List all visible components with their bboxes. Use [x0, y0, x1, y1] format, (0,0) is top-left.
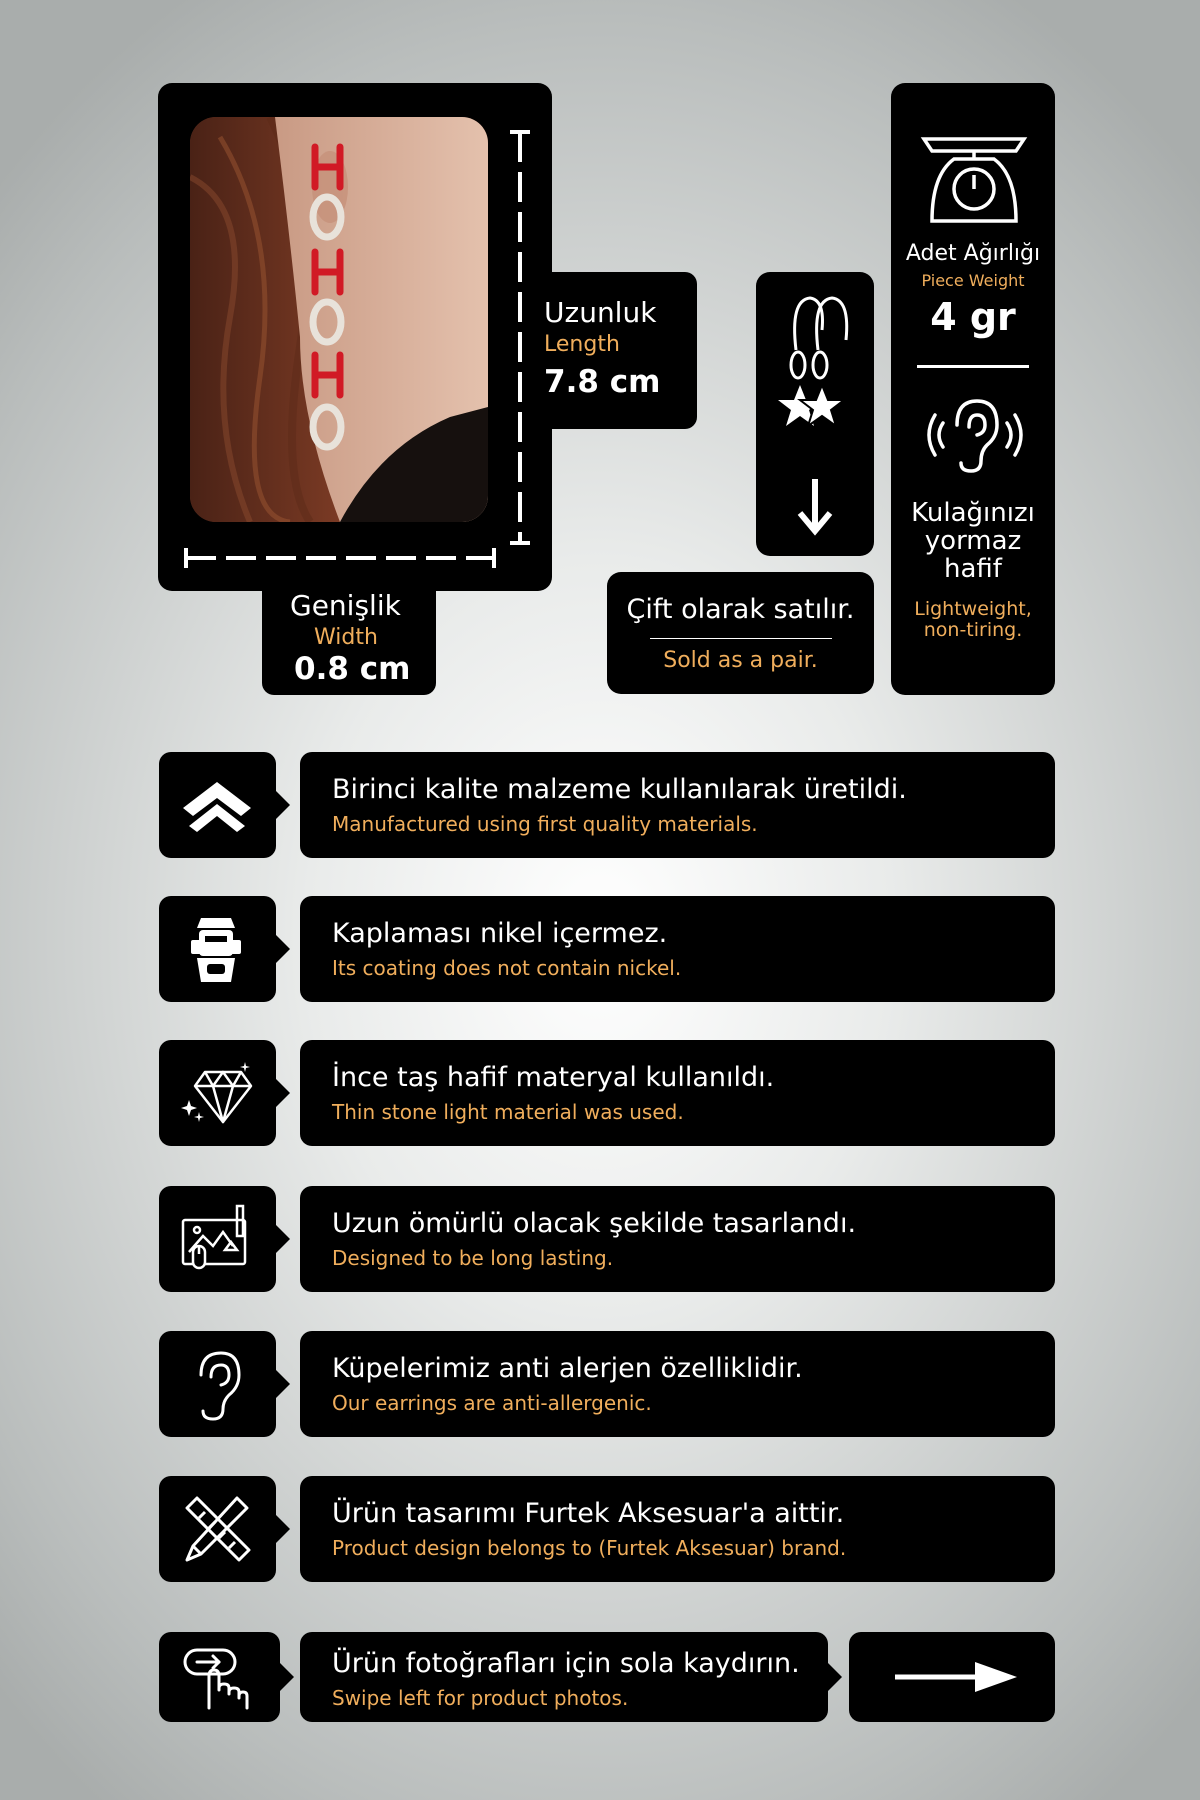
length-subtitle: Length	[544, 332, 620, 357]
arrow-right-icon	[893, 1660, 1019, 1694]
weight-value: 4 gr	[930, 295, 1016, 339]
feature-icon-box	[159, 1476, 276, 1582]
feature-icon-box	[159, 752, 276, 858]
width-title: Genişlik	[290, 589, 401, 622]
pair-title: Çift olarak satılır.	[626, 594, 855, 625]
feature-text-box	[300, 896, 1055, 1002]
feature-title: Kaplaması nikel içermez.	[332, 918, 668, 949]
length-tab	[540, 272, 697, 429]
star-earrings-icon	[770, 290, 860, 460]
feature-text-box	[300, 1632, 828, 1722]
weight-comfort-panel	[891, 83, 1055, 695]
length-value: 7.8 cm	[544, 364, 661, 400]
feature-icon-box	[159, 1186, 276, 1292]
feature-subtitle: Manufactured using first quality materials.	[332, 812, 758, 836]
feature-text-box	[300, 1186, 1055, 1292]
feature-subtitle: Its coating does not contain nickel.	[332, 956, 682, 980]
feature-icon-box	[159, 1331, 276, 1437]
feature-icon-box	[159, 896, 276, 1002]
length-measure-line	[508, 130, 532, 545]
feature-icon-box	[159, 1632, 280, 1722]
width-tab	[262, 585, 436, 695]
comfort-subtitle-line: non-tiring.	[923, 619, 1023, 641]
feature-subtitle: Product design belongs to (Furtek Aksesuar) brand.	[332, 1536, 847, 1560]
width-value: 0.8 cm	[294, 651, 411, 687]
ear-icon	[179, 1347, 255, 1421]
earring-pair-panel	[756, 272, 874, 556]
feature-text-box	[300, 752, 1055, 858]
design-tablet-icon	[179, 1202, 255, 1276]
comfort-subtitle-line: Lightweight,	[914, 598, 1032, 620]
feature-text-box	[300, 1040, 1055, 1146]
layers-chevron-icon	[179, 768, 255, 842]
feature-title: Ürün tasarımı Furtek Aksesuar'a aittir.	[332, 1498, 845, 1529]
length-title: Uzunluk	[544, 296, 657, 329]
width-measure-line	[184, 546, 496, 570]
width-subtitle: Width	[314, 625, 378, 650]
feature-title: Uzun ömürlü olacak şekilde tasarlandı.	[332, 1208, 857, 1239]
comfort-title-line: Kulağınızı	[911, 498, 1035, 528]
feature-text-box	[300, 1476, 1055, 1582]
feature-subtitle: Swipe left for product photos.	[332, 1686, 629, 1710]
worker-mask-icon	[179, 912, 255, 986]
feature-title: Küpelerimiz anti alerjen özelliklidir.	[332, 1353, 803, 1384]
swipe-hand-icon	[179, 1642, 255, 1716]
scale-icon	[916, 135, 1032, 227]
ear-sound-icon	[921, 395, 1025, 477]
pencil-ruler-icon	[179, 1492, 255, 1566]
feature-subtitle: Thin stone light material was used.	[332, 1100, 684, 1124]
comfort-subtitle	[891, 599, 1055, 641]
diamond-icon	[179, 1056, 255, 1130]
comfort-title	[891, 499, 1055, 583]
product-photo	[190, 117, 488, 522]
notch	[828, 1663, 842, 1691]
pair-divider	[650, 638, 832, 639]
feature-subtitle: Designed to be long lasting.	[332, 1246, 614, 1270]
feature-subtitle: Our earrings are anti-allergenic.	[332, 1391, 652, 1415]
swipe-arrow-button[interactable]	[849, 1632, 1055, 1722]
sold-as-pair-panel	[607, 572, 874, 694]
feature-text-box	[300, 1331, 1055, 1437]
weight-subtitle: Piece Weight	[921, 271, 1025, 290]
comfort-title-line: yormaz	[924, 526, 1022, 556]
weight-title: Adet Ağırlığı	[905, 241, 1041, 266]
feature-icon-box	[159, 1040, 276, 1146]
arrow-down-icon	[796, 477, 834, 537]
feature-title: Birinci kalite malzeme kullanılarak üretildi.	[332, 774, 907, 805]
comfort-title-line: hafif	[944, 554, 1002, 584]
weight-divider	[917, 365, 1029, 368]
feature-title: İnce taş hafif materyal kullanıldı.	[332, 1062, 775, 1093]
pair-subtitle: Sold as a pair.	[663, 648, 818, 673]
feature-title: Ürün fotoğrafları için sola kaydırın.	[332, 1648, 800, 1679]
